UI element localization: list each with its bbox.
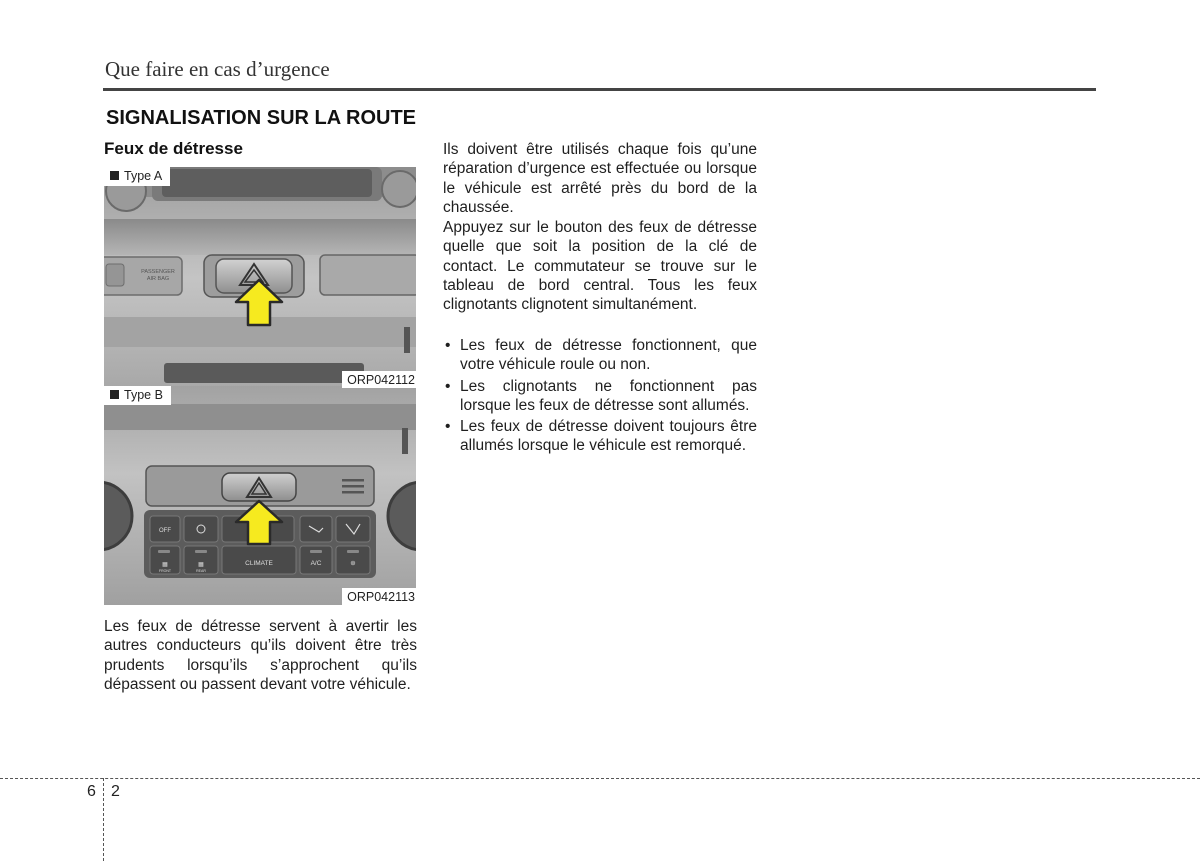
figure-tag-label: Type B: [124, 388, 163, 402]
chapter-title: Que faire en cas d’urgence: [105, 57, 330, 81]
list-item-text: Les feux de détresse doivent toujours être allumés lorsque le véhicule est remorqué.: [460, 418, 757, 455]
rear-label: REAR: [196, 569, 206, 573]
figure-tag-label: Type A: [124, 169, 163, 183]
dashboard-illustration-b: [104, 386, 416, 605]
svg-text:▦: ▦: [198, 562, 204, 568]
passenger-airbag-label: PASSENGER: [141, 269, 175, 275]
bullet-dot: •: [445, 418, 451, 436]
bullet-dot: •: [445, 377, 451, 395]
svg-text:▦: ▦: [162, 562, 168, 568]
list-item-text: Les feux de détresse fonctionnent, que votre véhicule roule ou non.: [460, 337, 757, 374]
section-title: SIGNALISATION SUR LA ROUTE: [106, 107, 416, 129]
svg-text:AIR BAG: AIR BAG: [146, 276, 170, 282]
chapter-rule: [103, 88, 1096, 91]
figure-type-a: [104, 167, 416, 388]
svg-text:⊛: ⊛: [350, 560, 356, 567]
bullet-list: [443, 336, 757, 458]
figure-code: ORP042113: [342, 588, 416, 605]
square-bullet-icon: [110, 171, 119, 180]
right-paragraph-2: Appuyez sur le bouton des feux de détresse quelle que soit la position de la clé de contact. Le commutateur se trouve sur le tableau de bord central. Tous les feux clignotants clignotent simultanément.: [443, 219, 757, 314]
dashboard-illustration-a: [104, 167, 416, 388]
figure-tag: [104, 386, 171, 405]
left-paragraph: Les feux de détresse servent à avertir les autres conducteurs qu’ils doivent être très prudents lorsqu’ils s’approchent qu’ils dépassent ou passent devant votre véhicule.: [104, 618, 417, 693]
list-item: [443, 336, 757, 375]
off-label: OFF: [159, 528, 171, 534]
square-bullet-icon: [110, 390, 119, 399]
list-item-text: Les clignotants ne fonctionnent pas lorsque les feux de détresse sont allumés.: [460, 377, 757, 414]
footer-vertical-divider: [103, 778, 104, 861]
front-label: FRONT: [158, 569, 172, 573]
bullet-dot: •: [445, 337, 451, 354]
chapter-number: 6: [87, 783, 96, 800]
figure-code: ORP042112: [342, 371, 416, 388]
climate-label: CLIMATE: [245, 560, 273, 567]
list-item: [443, 377, 757, 416]
ac-label: A/C: [310, 560, 322, 567]
page-number: 2: [111, 783, 120, 800]
right-paragraph-1: Ils doivent être utilisés chaque fois qu’une réparation d’urgence est effectuée ou lorsque le véhicule est arrêté près du bord de la chaussée.: [443, 141, 757, 216]
figure-type-b: [104, 386, 416, 605]
list-item: [443, 417, 757, 456]
footer-divider: [0, 778, 1200, 779]
figure-tag: [104, 167, 170, 186]
subsection-title: Feux de détresse: [104, 139, 243, 158]
